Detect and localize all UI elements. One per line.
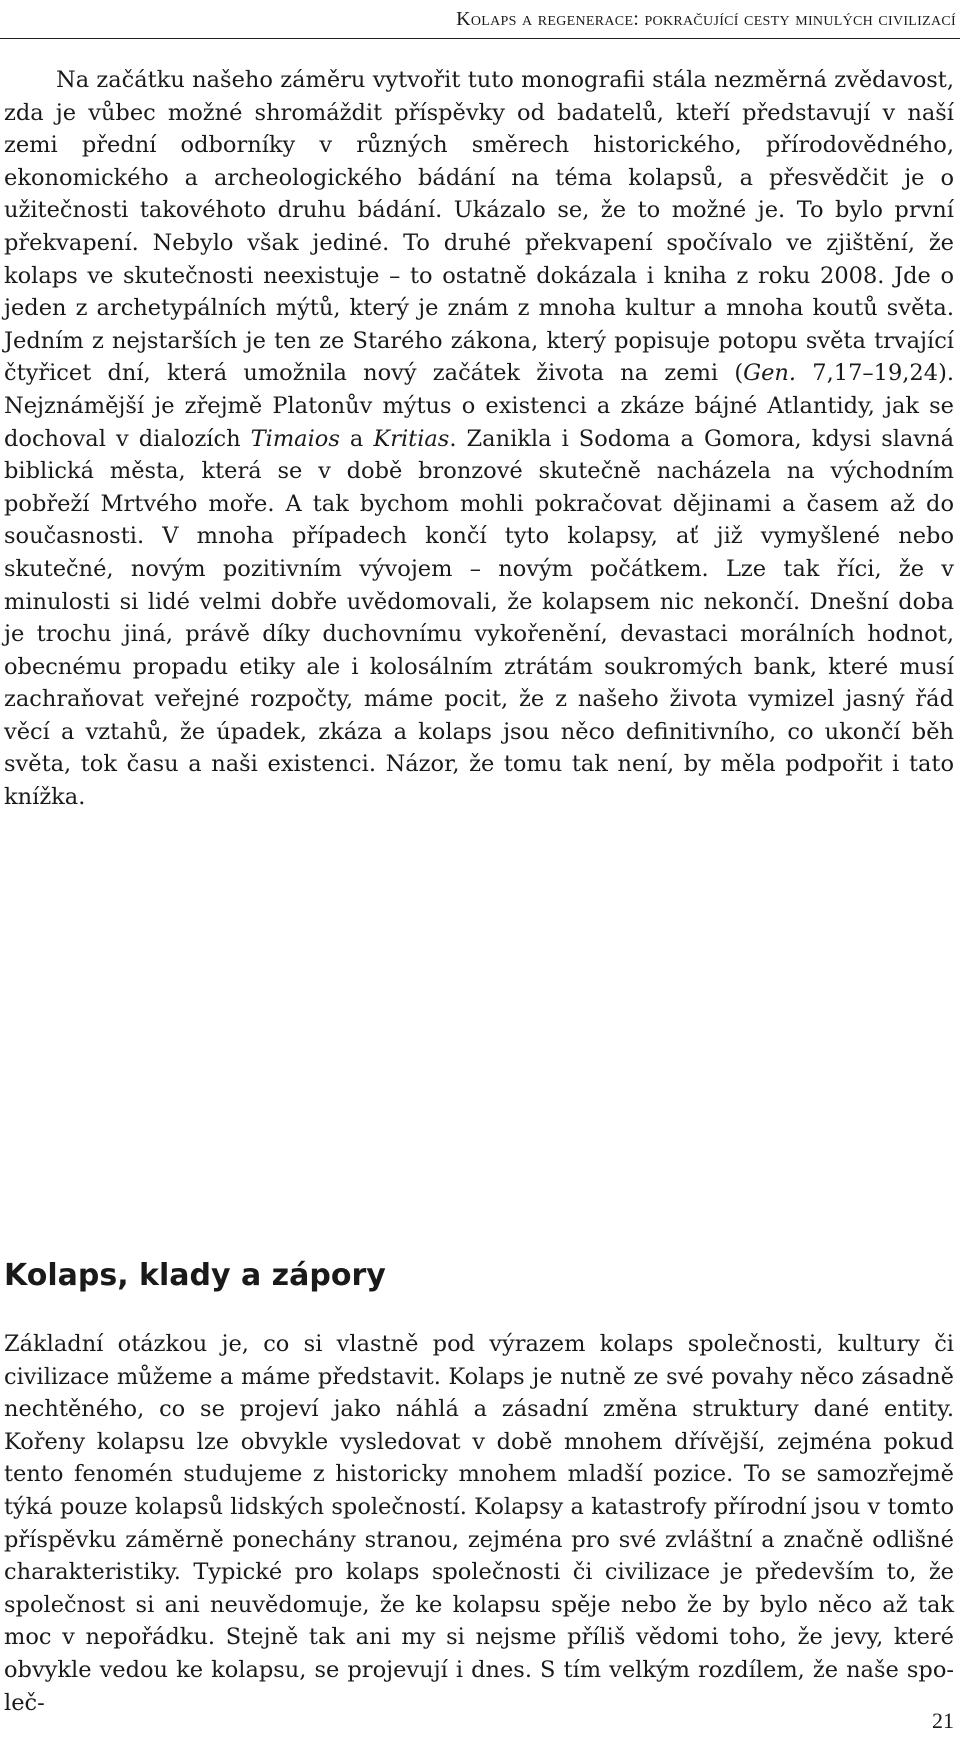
intro-text-part2: 7,17–19,24). Nejznámější je zřejmě Platonův mýtus o existenci a zkáze bájné Atlantidy, jak se dochoval v dialozích [4, 360, 954, 452]
dialogue-title-kritias: Kritias [373, 425, 450, 452]
section-paragraph: Základní otázkou je, co si vlastně pod výrazem kolaps společnosti, kultury či civilizace můžeme a máme představit. Kolaps je nutně ze své povahy něco zásadně nechtěného, co se projeví jako náhlá a zásadní změna struktury dané entity. Kořeny kolapsu lze obvykle vysledovat v době mnohem dřívější, zejména pokud tento fenomén studujeme z historicky mnohem mladší pozice. To se samozřejmě týká pouze kolapsů lidských společností. Kolapsy a katastrofy přírodní jsou v tomto příspěvku záměrně ponechány stranou, zejména pro své zvláštní a značně odlišné charakteristiky. Typické pro kolaps společnosti či civilizace je především to, že společnost si ani neuvědomuje, že ke kolapsu spěje nebo že by bylo něco až tak moc v nepořádku. Stejně tak ani my si nejsme příliš vědomi toho, že jevy, které obvykle vedou ke kolapsu, se projevují i dnes. S tím velkým rozdílem, že naše společ- [4, 1331, 954, 1716]
header-rule [0, 38, 960, 39]
intro-text-conjunction: a [339, 425, 374, 452]
intro-text-part3: . Zanikla i Sodoma a Gomora, kdysi slavná biblická města, která se v době bronzové skutečně nacházela na východním pobřeží Mrtvého moře. A tak bychom mohli pokračovat dějinami a časem až do současnosti. V mnoha případech končí tyto kolapsy, ať již vymyšlené nebo skutečné, novým pozitivním vývojem – novým počátkem. Lze tak říci, že v minulosti si lidé velmi dobře uvědomovali, že kolapsem nic nekončí. Dnešní doba je trochu jiná, právě díky duchovnímu vykořenění, devastaci morálních hodnot, obecnému propadu etiky ale i kolosálním ztrátám soukromých bank, které musí zachraňovat veřejné rozpočty, máme pocit, že z našeho života vymizel jasný řád věcí a vztahů, že úpadek, zkáza a kolaps jsou něco definitivního, co ukončí běh světa, tok času a naši existenci. Názor, že tomu tak není, by měla podpořit i tato knížka. [4, 425, 955, 811]
bible-reference: Gen. [743, 360, 797, 387]
page-number: 21 [932, 1708, 954, 1733]
section-heading: Kolaps, klady a zápory [4, 1258, 386, 1293]
dialogue-title-timaios: Timaios [250, 425, 340, 452]
running-header: Kolaps a regenerace: pokračující cesty minulých civilizací [456, 8, 956, 30]
intro-text-part1: Na začátku našeho záměru vytvořit tuto monografii stála nezměrná zvědavost, zda je vůbec možné shromáždit příspěvky od badatelů, kteří představují v naší zemi přední odborníky v různých směrech historického, přírodovědného, ekonomického a archeologického bádání na téma kolapsů, a přesvědčit je o užitečnosti takovéhoto druhu bádání. Ukázalo se, že to možné je. To bylo první překvapení. Nebylo však jediné. To druhé překvapení spočívalo ve zjištění, že kolaps ve skutečnosti neexistuje – to ostatně dokázala i kniha z roku 2008. Jde o jeden z archetypálních mýtů, který je znám z mnoha kultur a mnoha koutů světa. Jedním z nejstarších je ten ze Starého zákona, který popisuje potopu světa trvající čtyřicet dní, která umožnila nový začátek života na zemi ( [4, 67, 954, 387]
intro-paragraph [4, 64, 954, 814]
